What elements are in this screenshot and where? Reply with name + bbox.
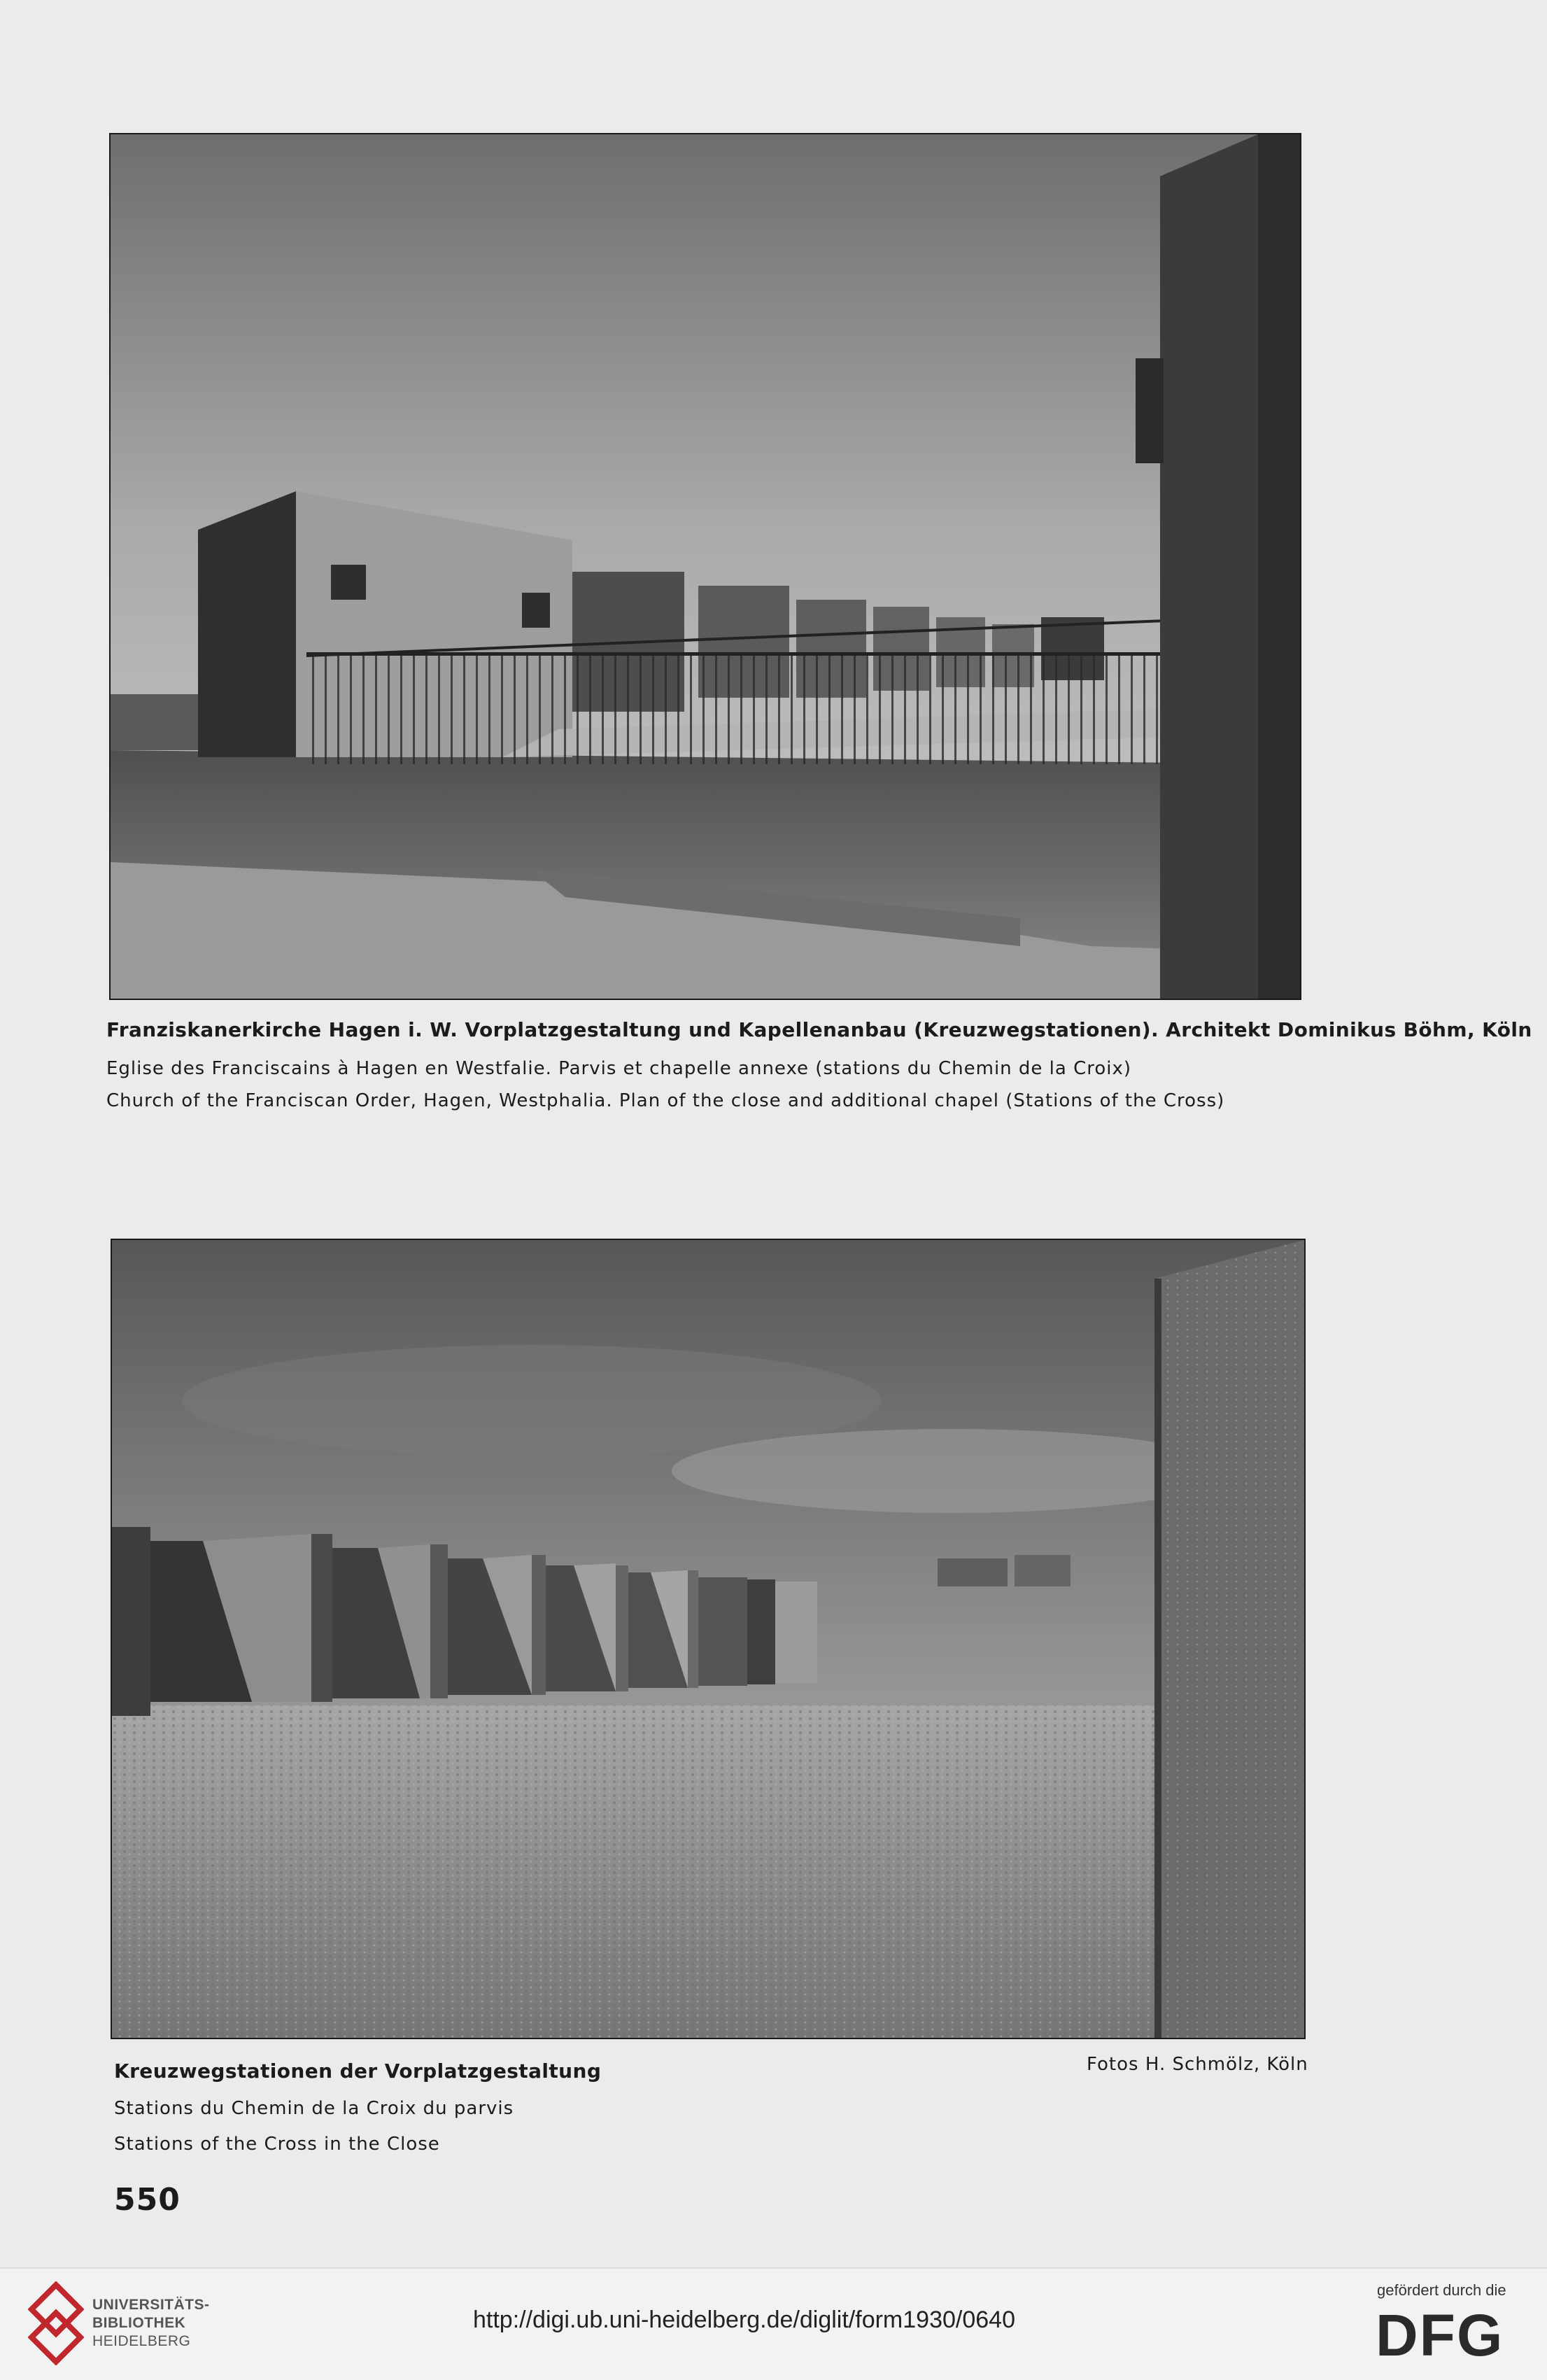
digital-library-url-link[interactable]: http://digi.ub.uni-heidelberg.de/diglit/form1930/0640: [473, 2307, 1015, 2333]
photo-credit: Fotos H. Schmölz, Köln: [1087, 2054, 1308, 2075]
funder-label: gefördert durch die: [1377, 2281, 1506, 2299]
dfg-logo: DFG: [1376, 2302, 1504, 2368]
library-name-line3: HEIDELBERG: [92, 2333, 191, 2349]
figure1-caption-french: Eglise des Franciscains à Hagen en Westfalie. Parvis et chapelle annexe (stations du Chemin de la Croix): [106, 1058, 1132, 1079]
library-name-line1: UNIVERSITÄTS-: [92, 2297, 210, 2313]
university-library-logo-icon: [28, 2281, 84, 2365]
library-name-line2: BIBLIOTHEK: [92, 2315, 186, 2331]
figure1-caption-english: Church of the Franciscan Order, Hagen, Westphalia. Plan of the close and additional chapel (Stations of the Cross): [106, 1090, 1225, 1111]
figure2-caption-french: Stations du Chemin de la Croix du parvis: [114, 2098, 514, 2119]
figure2-caption-english: Stations of the Cross in the Close: [114, 2134, 440, 2155]
photo-church-forecourt: [109, 133, 1301, 1000]
photo-stations-of-the-cross: [111, 1239, 1306, 2039]
page-number: 550: [114, 2182, 181, 2218]
figure1-caption-german: Franziskanerkirche Hagen i. W. Vorplatzgestaltung und Kapellenanbau (Kreuzwegstationen). Architekt Dominikus Böhm, Köln: [106, 1018, 1532, 1041]
figure2-caption-german: Kreuzwegstationen der Vorplatzgestaltung: [114, 2059, 602, 2083]
